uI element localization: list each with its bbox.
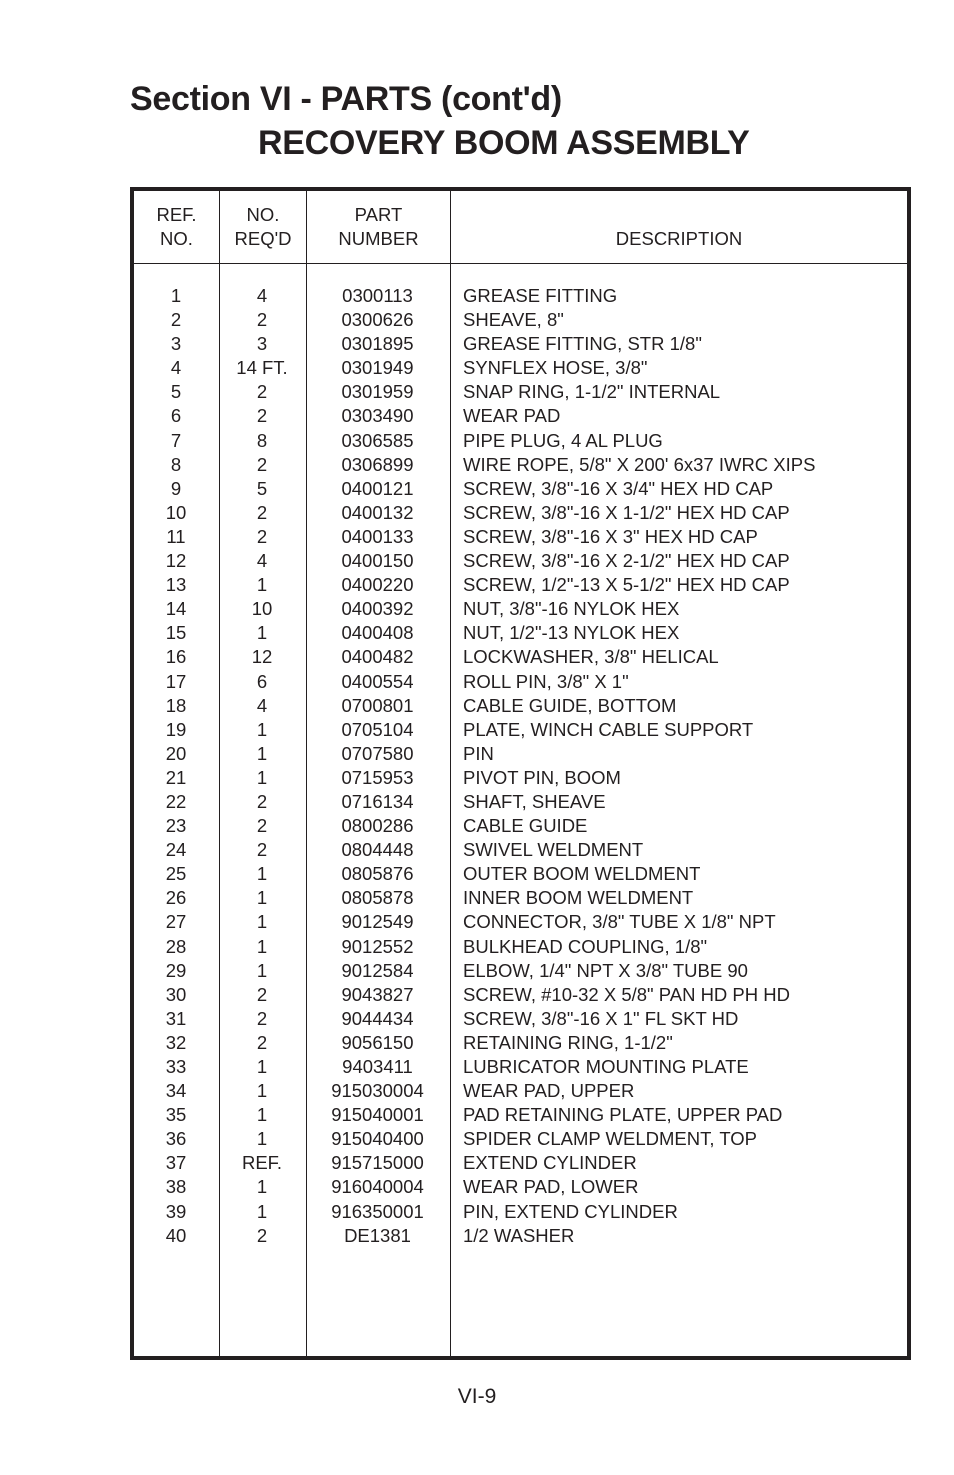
part-number-cell: 9012552 — [341, 935, 414, 957]
description-cell: ELBOW, 1/4" NPT X 3/8" TUBE 90 — [463, 959, 748, 981]
qty-reqd-cell: 2 — [256, 1224, 268, 1246]
table-body — [134, 284, 907, 1248]
qty-reqd-cell: 1 — [256, 1104, 268, 1126]
ref-no-cell: 38 — [165, 1176, 187, 1198]
description-cell: CONNECTOR, 3/8" TUBE X 1/8" NPT — [463, 911, 776, 933]
description-cell: PIVOT PIN, BOOM — [463, 766, 621, 788]
qty-reqd-cell: 2 — [256, 790, 268, 812]
ref-no-cell: 25 — [165, 863, 187, 885]
table-row — [134, 935, 907, 959]
table-row — [134, 380, 907, 404]
part-number-cell: 0400150 — [341, 550, 414, 572]
qty-reqd-cell: 1 — [256, 935, 268, 957]
table-row — [134, 332, 907, 356]
description-cell: NUT, 1/2"-13 NYLOK HEX — [463, 622, 680, 644]
qty-reqd-cell: 2 — [256, 309, 268, 331]
ref-no-cell: 23 — [165, 815, 187, 837]
description-cell: INNER BOOM WELDMENT — [463, 887, 694, 909]
part-number-cell: 915030004 — [331, 1080, 424, 1102]
part-number-cell: 0705104 — [341, 718, 414, 740]
ref-no-cell: 20 — [165, 742, 187, 764]
qty-reqd-cell: 6 — [256, 670, 268, 692]
description-cell: PIPE PLUG, 4 AL PLUG — [463, 429, 663, 451]
description-cell: 1/2 WASHER — [463, 1224, 575, 1246]
description-cell: WEAR PAD — [463, 405, 561, 427]
ref-no-cell: 29 — [165, 959, 187, 981]
qty-reqd-cell: 2 — [256, 815, 268, 837]
qty-reqd-cell: 1 — [256, 1128, 268, 1150]
table-row — [134, 959, 907, 983]
description-cell: SYNFLEX HOSE, 3/8" — [463, 357, 648, 379]
ref-no-cell: 27 — [165, 911, 187, 933]
ref-no-cell: 16 — [165, 646, 187, 668]
qty-reqd-cell: 1 — [256, 718, 268, 740]
qty-reqd-cell: 14 FT. — [236, 357, 288, 379]
ref-no-cell: 11 — [166, 525, 186, 547]
part-number-cell: 915040001 — [331, 1104, 424, 1126]
table-row — [134, 308, 907, 332]
part-number-cell: 915715000 — [331, 1152, 424, 1174]
ref-no-cell: 39 — [165, 1200, 187, 1222]
part-number-cell: 0400220 — [341, 574, 414, 596]
table-row — [134, 573, 907, 597]
ref-no-cell: 2 — [170, 309, 182, 331]
ref-no-cell: 10 — [165, 501, 187, 523]
ref-no-cell: 40 — [165, 1224, 187, 1246]
table-row — [134, 501, 907, 525]
ref-no-cell: 7 — [170, 429, 182, 451]
qty-reqd-cell: 8 — [256, 429, 268, 451]
description-cell: CABLE GUIDE, BOTTOM — [463, 694, 677, 716]
table-row — [134, 670, 907, 694]
qty-reqd-cell: 1 — [256, 1056, 268, 1077]
description-cell: PLATE, WINCH CABLE SUPPORT — [463, 718, 754, 740]
part-number-cell: 915040400 — [331, 1128, 424, 1150]
description-cell: GREASE FITTING — [463, 285, 618, 306]
part-number-cell: 9012584 — [341, 959, 414, 981]
qty-reqd-cell: REF. — [241, 1152, 283, 1174]
description-cell: SHAFT, SHEAVE — [463, 790, 606, 812]
part-number-cell: 0306899 — [341, 453, 414, 475]
ref-no-cell: 21 — [165, 766, 187, 788]
qty-reqd-cell: 1 — [256, 959, 268, 981]
qty-reqd-cell: 10 — [251, 598, 273, 620]
table-row — [134, 284, 907, 308]
table-row — [134, 1200, 907, 1224]
qty-reqd-cell: 4 — [256, 694, 268, 716]
table-row — [134, 1151, 907, 1175]
header-ref-line1: REF. — [156, 204, 197, 225]
part-number-cell: 0300113 — [342, 285, 413, 306]
part-number-cell: 0805878 — [341, 887, 414, 909]
ref-no-cell: 14 — [165, 598, 187, 620]
table-row — [134, 1055, 907, 1079]
qty-reqd-cell: 1 — [256, 1176, 268, 1198]
description-cell: WEAR PAD, UPPER — [463, 1080, 635, 1102]
ref-no-cell: 1 — [170, 285, 182, 306]
header-divider — [134, 263, 907, 264]
qty-reqd-cell: 2 — [256, 1031, 268, 1053]
ref-no-cell: 35 — [165, 1104, 187, 1126]
description-cell: NUT, 3/8"-16 NYLOK HEX — [463, 598, 680, 620]
table-row — [134, 429, 907, 453]
qty-reqd-cell: 2 — [256, 983, 268, 1005]
qty-reqd-cell: 2 — [256, 501, 268, 523]
ref-no-cell: 33 — [165, 1056, 187, 1077]
part-number-cell: 9056150 — [341, 1031, 414, 1053]
part-number-cell: 0306585 — [341, 429, 414, 451]
part-number-cell: 9044434 — [341, 1007, 414, 1029]
part-number-cell: 0400408 — [341, 622, 414, 644]
ref-no-cell: 30 — [165, 983, 187, 1005]
part-number-cell: 0707580 — [341, 742, 414, 764]
part-number-cell: 9043827 — [341, 983, 414, 1005]
header-description: DESCRIPTION — [615, 228, 743, 249]
table-row — [134, 597, 907, 621]
table-row — [134, 718, 907, 742]
description-cell: RETAINING RING, 1-1/2" — [463, 1031, 673, 1053]
assembly-title: RECOVERY BOOM ASSEMBLY — [258, 124, 750, 162]
part-number-cell: DE1381 — [344, 1224, 411, 1246]
table-row — [134, 621, 907, 645]
description-cell: CABLE GUIDE — [463, 815, 588, 837]
description-cell: OUTER BOOM WELDMENT — [463, 863, 701, 885]
qty-reqd-cell: 4 — [256, 285, 268, 306]
header-ref-line2: NO. — [160, 228, 193, 249]
header-part-line2: NUMBER — [338, 228, 419, 249]
ref-no-cell: 13 — [165, 574, 187, 596]
description-cell: SCREW, 1/2"-13 X 5-1/2" HEX HD CAP — [463, 574, 790, 596]
page-number: VI-9 — [457, 1385, 497, 1408]
description-cell: WIRE ROPE, 5/8" X 200' 6x37 IWRC XIPS — [463, 453, 816, 475]
ref-no-cell: 8 — [170, 453, 182, 475]
ref-no-cell: 12 — [165, 550, 187, 572]
table-row — [134, 766, 907, 790]
part-number-cell: 0400121 — [341, 477, 414, 499]
table-row — [134, 404, 907, 428]
description-cell: BULKHEAD COUPLING, 1/8" — [463, 935, 708, 957]
section-title: Section VI - PARTS (cont'd) — [130, 80, 562, 118]
ref-no-cell: 36 — [165, 1128, 187, 1150]
qty-reqd-cell: 2 — [256, 405, 268, 427]
ref-no-cell: 18 — [165, 694, 187, 716]
qty-reqd-cell: 1 — [256, 1080, 268, 1102]
table-row — [134, 910, 907, 934]
part-number-cell: 0300626 — [341, 309, 414, 331]
qty-reqd-cell: 2 — [256, 381, 268, 403]
part-number-cell: 0805876 — [341, 863, 414, 885]
ref-no-cell: 28 — [165, 935, 187, 957]
part-number-cell: 0400133 — [341, 525, 414, 547]
table-row — [134, 645, 907, 669]
qty-reqd-cell: 2 — [256, 839, 268, 861]
description-cell: SPIDER CLAMP WELDMENT, TOP — [463, 1128, 758, 1150]
qty-reqd-cell: 1 — [256, 911, 268, 933]
description-cell: SCREW, 3/8"-16 X 2-1/2" HEX HD CAP — [463, 550, 790, 572]
table-row — [134, 1031, 907, 1055]
table-row — [134, 983, 907, 1007]
table-row — [134, 742, 907, 766]
part-number-cell: 0700801 — [341, 694, 414, 716]
description-cell: SCREW, 3/8"-16 X 1-1/2" HEX HD CAP — [463, 501, 790, 523]
ref-no-cell: 3 — [170, 333, 182, 355]
ref-no-cell: 4 — [170, 357, 182, 379]
description-cell: LUBRICATOR MOUNTING PLATE — [463, 1056, 749, 1077]
table-row — [134, 1007, 907, 1031]
table-row — [134, 549, 907, 573]
ref-no-cell: 34 — [165, 1080, 187, 1102]
table-row — [134, 790, 907, 814]
table-row — [134, 862, 907, 886]
part-number-cell: 0800286 — [341, 815, 414, 837]
table-row — [134, 525, 907, 549]
header-ref-no — [134, 203, 219, 251]
qty-reqd-cell: 1 — [256, 622, 268, 644]
part-number-cell: 0400482 — [341, 646, 414, 668]
part-number-cell: 0716134 — [341, 790, 414, 812]
table-row — [134, 356, 907, 380]
header-qty-line2: REQ'D — [234, 228, 292, 249]
table-row — [134, 1224, 907, 1248]
ref-no-cell: 6 — [170, 405, 182, 427]
description-cell: SCREW, 3/8"-16 X 1" FL SKT HD — [463, 1007, 739, 1029]
qty-reqd-cell: 1 — [256, 887, 268, 909]
description-cell: SCREW, 3/8"-16 X 3/4" HEX HD CAP — [463, 477, 774, 499]
ref-no-cell: 24 — [165, 839, 187, 861]
ref-no-cell: 19 — [165, 718, 187, 740]
description-cell: PAD RETAINING PLATE, UPPER PAD — [463, 1104, 783, 1126]
parts-table — [130, 187, 911, 1360]
qty-reqd-cell: 1 — [256, 1200, 268, 1222]
ref-no-cell: 26 — [165, 887, 187, 909]
header-qty-line1: NO. — [246, 204, 280, 225]
table-row — [134, 1079, 907, 1103]
qty-reqd-cell: 1 — [256, 742, 268, 764]
table-row — [134, 453, 907, 477]
table-row — [134, 886, 907, 910]
description-cell: SNAP RING, 1-1/2" INTERNAL — [463, 381, 721, 403]
table-row — [134, 1127, 907, 1151]
part-number-cell: 916350001 — [331, 1200, 424, 1222]
ref-no-cell: 9 — [170, 477, 182, 499]
qty-reqd-cell: 12 — [251, 646, 273, 668]
qty-reqd-cell: 1 — [256, 574, 268, 596]
description-cell: LOCKWASHER, 3/8" HELICAL — [463, 646, 719, 668]
part-number-cell: 0400392 — [341, 598, 414, 620]
ref-no-cell: 32 — [165, 1031, 187, 1053]
table-row — [134, 477, 907, 501]
part-number-cell: 0400554 — [341, 670, 414, 692]
ref-no-cell: 37 — [165, 1152, 187, 1174]
description-cell: EXTEND CYLINDER — [463, 1152, 637, 1174]
part-number-cell: 0301949 — [341, 357, 414, 379]
part-number-cell: 916040004 — [331, 1176, 424, 1198]
table-row — [134, 838, 907, 862]
part-number-cell: 0301895 — [341, 333, 414, 355]
table-row — [134, 1175, 907, 1199]
description-cell: SCREW, #10-32 X 5/8" PAN HD PH HD — [463, 983, 790, 1005]
part-number-cell: 0301959 — [341, 381, 414, 403]
part-number-cell: 9403411 — [342, 1056, 413, 1077]
qty-reqd-cell: 3 — [256, 333, 268, 355]
qty-reqd-cell: 1 — [256, 863, 268, 885]
qty-reqd-cell: 1 — [256, 766, 268, 788]
ref-no-cell: 31 — [165, 1007, 187, 1029]
table-row — [134, 1103, 907, 1127]
header-qty-reqd — [220, 203, 306, 251]
table-row — [134, 814, 907, 838]
qty-reqd-cell: 4 — [256, 550, 268, 572]
part-number-cell: 0804448 — [341, 839, 414, 861]
description-cell: SCREW, 3/8"-16 X 3" HEX HD CAP — [463, 525, 758, 547]
ref-no-cell: 22 — [165, 790, 187, 812]
description-cell: SWIVEL WELDMENT — [463, 839, 644, 861]
ref-no-cell: 5 — [170, 381, 182, 403]
part-number-cell: 0303490 — [341, 405, 414, 427]
ref-no-cell: 15 — [165, 622, 187, 644]
part-number-cell: 0400132 — [341, 501, 414, 523]
qty-reqd-cell: 2 — [256, 1007, 268, 1029]
description-cell: PIN, EXTEND CYLINDER — [463, 1200, 678, 1222]
qty-reqd-cell: 2 — [256, 525, 268, 547]
part-number-cell: 9012549 — [341, 911, 414, 933]
table-row — [134, 694, 907, 718]
description-cell: PIN — [463, 742, 494, 764]
header-part-line1: PART — [354, 204, 403, 225]
description-cell: WEAR PAD, LOWER — [463, 1176, 639, 1198]
part-number-cell: 0715953 — [341, 766, 414, 788]
ref-no-cell: 17 — [165, 670, 187, 692]
description-cell: GREASE FITTING, STR 1/8" — [463, 333, 702, 355]
description-cell: SHEAVE, 8" — [463, 309, 564, 331]
qty-reqd-cell: 2 — [256, 453, 268, 475]
header-part-number — [307, 203, 450, 251]
qty-reqd-cell: 5 — [256, 477, 268, 499]
description-cell: ROLL PIN, 3/8" X 1" — [463, 670, 629, 692]
